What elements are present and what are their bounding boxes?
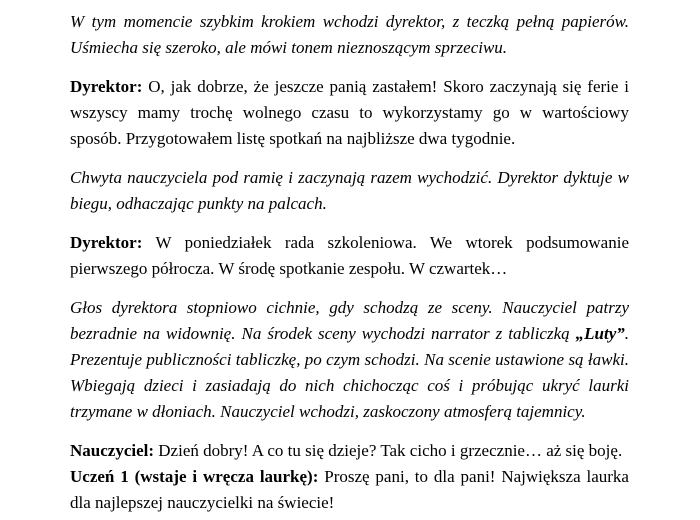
dialogue-text: W poniedziałek rada szkoleniowa. We wtorek podsumowanie pierwszego półrocza. W środę spotkanie zespołu. W czwartek… [70, 233, 629, 278]
dialogue-line [70, 464, 629, 516]
stage-direction [70, 9, 629, 61]
stage-emphasis: „Luty” [575, 324, 625, 343]
dialogue-text: Dzień dobry! A co tu się dzieje? Tak cicho i grzecznie… aż się boję. [158, 441, 623, 460]
speaker-name: Dyrektor: [70, 77, 143, 96]
dialogue-text: Proszę pani, to dla pani! Największa laurka dla najlepszej nauczycielki na świecie! [70, 467, 629, 512]
dialogue-line [70, 74, 629, 152]
stage-direction-text: Chwyta nauczyciela pod ramię i zaczynają razem wychodzić. Dyrektor dyktuje w biegu, odhaczając punkty na palcach. [70, 168, 629, 213]
dialogue-text: O, jak dobrze, że jeszcze panią zastałem! Skoro zaczynają się ferie i wszyscy mamy trochę wolnego czasu to wykorzystamy go w wartościowy sposób. Przygotowałem listę spotkań na najbliższe dwa tygodnie. [70, 77, 629, 148]
stage-direction-text: Głos dyrektora stopniowo cichnie, gdy schodzą ze sceny. Nauczyciel patrzy bezradnie na widownię. Na środek sceny wychodzi narrator z tabliczką [70, 298, 629, 343]
stage-direction [70, 295, 629, 425]
dialogue-line [70, 438, 629, 464]
speaker-name: Dyrektor: [70, 233, 143, 252]
stage-direction-text: . Prezentuje publiczności tabliczkę, po czym schodzi. Na scenie ustawione są ławki. Wbiegają dzieci i zasiadają do nich chichocząc coś i próbując ukryć laurki trzymane w dłoniach. Nauczyciel wchodzi, zaskoczony atmosferą tajemnicy. [70, 324, 629, 421]
stage-direction [70, 165, 629, 217]
dialogue-line [70, 230, 629, 282]
speaker-name: Nauczyciel: [70, 441, 155, 460]
speaker-name: Uczeń 1 (wstaje i wręcza laurkę): [70, 467, 319, 486]
stage-direction-text: W tym momencie szybkim krokiem wchodzi dyrektor, z teczką pełną papierów. Uśmiecha się szeroko, ale mówi tonem nieznoszącym sprzeciwu. [70, 12, 629, 57]
